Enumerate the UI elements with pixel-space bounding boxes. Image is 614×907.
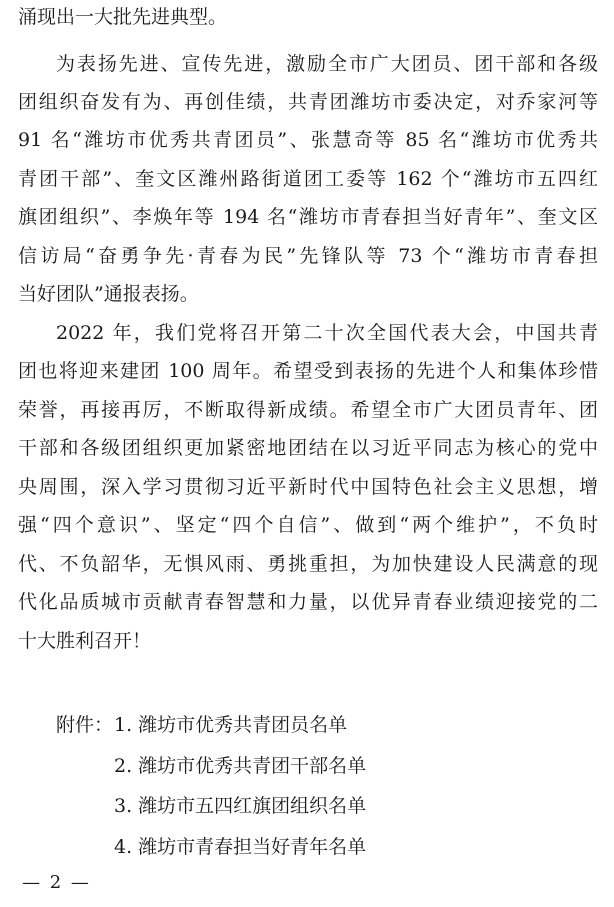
paragraph-line: 央周围，深入学习贯彻习近平新时代中国特色社会主义思想，增 <box>18 476 598 498</box>
paragraph-line: 91 名“潍坊市优秀共青团员”、张慧奇等 85 名“潍坊市优秀共 <box>18 129 598 151</box>
paragraph-line: 当好团队”通报表扬。 <box>18 283 199 305</box>
page-number: — 2 — <box>22 872 91 893</box>
paragraph-line: 干部和各级团组织更加紧密地团结在以习近平同志为核心的党中 <box>18 437 598 459</box>
paragraph-line: 2022 年，我们党将召开第二十次全国代表大会，中国共青 <box>56 322 598 344</box>
paragraph-line: 荣誉，再接再厉，不断取得新成绩。希望全市广大团员青年、团 <box>18 399 598 421</box>
paragraph-line: 代、不负韶华，无惧风雨、勇挑重担，为加快建设人民满意的现 <box>18 553 598 575</box>
paragraph-line: 涌现出一大批先进典型。 <box>18 6 228 28</box>
attachments-heading: 附件： <box>56 714 114 736</box>
paragraph-line: 旗团组织”、李焕年等 194 名“潍坊市青春担当好青年”、奎文区 <box>18 206 598 228</box>
paragraph-line: 十大胜利召开！ <box>18 630 152 652</box>
paragraph-line: 青团干部”、奎文区潍州路街道团工委等 162 个“潍坊市五四红 <box>18 168 598 190</box>
attachment-item: 1. 潍坊市优秀共青团员名单 <box>114 714 348 736</box>
attachment-item: 3. 潍坊市五四红旗团组织名单 <box>114 795 367 817</box>
paragraph-line: 代化品质城市贡献青春智慧和力量，以优异青春业绩迎接党的二 <box>18 591 598 613</box>
paragraph-line: 为表扬先进、宣传先进，激励全市广大团员、团干部和各级 <box>56 53 598 75</box>
attachment-item: 4. 潍坊市青春担当好青年名单 <box>114 836 367 858</box>
paragraph-line: 信访局“奋勇争先·青春为民”先锋队等 73 个“潍坊市青春担 <box>18 245 598 267</box>
paragraph-line: 强“四个意识”、坚定“四个自信”、做到“两个维护”，不负时 <box>18 514 598 536</box>
paragraph-line: 团组织奋发有为、再创佳绩，共青团潍坊市委决定，对乔家河等 <box>18 91 598 113</box>
paragraph-line: 团也将迎来建团 100 周年。希望受到表扬的先进个人和集体珍惜 <box>18 360 598 382</box>
attachment-item: 2. 潍坊市优秀共青团干部名单 <box>114 755 367 777</box>
